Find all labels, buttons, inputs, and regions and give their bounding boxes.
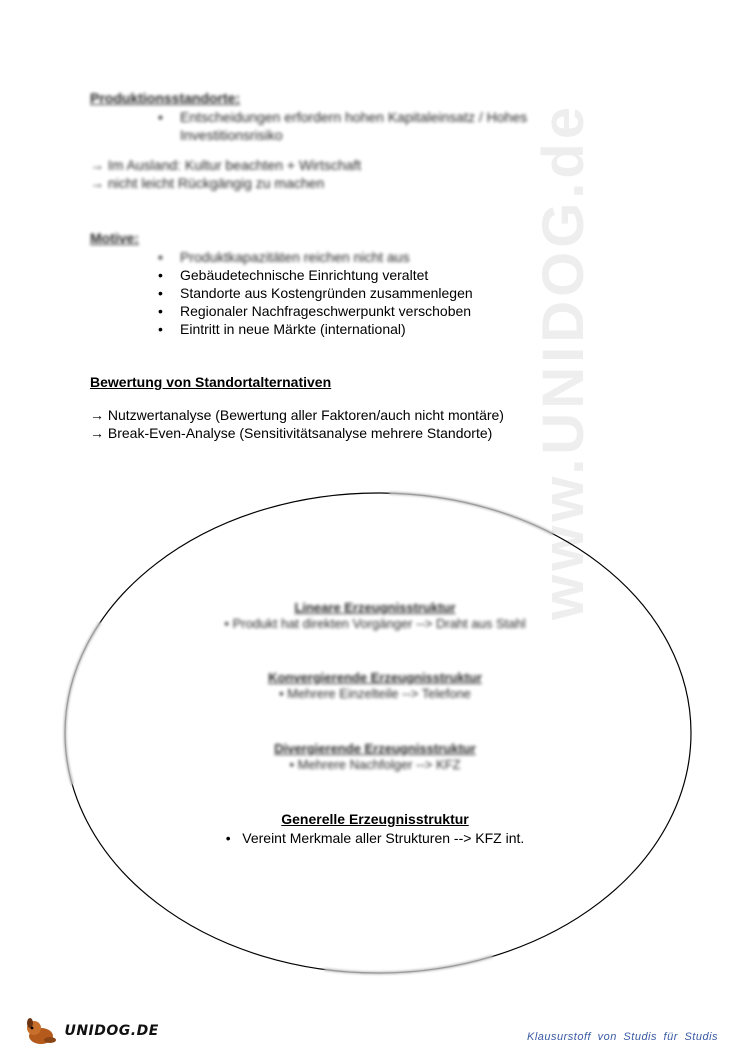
structure-title: Lineare Erzeugnisstruktur	[294, 600, 456, 615]
arrow-icon: →	[90, 175, 104, 191]
oval-item-linear	[190, 600, 560, 633]
arrow-line: → nicht leicht Rückgängig zu machen	[90, 175, 325, 191]
footer-logo	[24, 1016, 159, 1046]
structure-title: Konvergierende Erzeugnisstruktur	[268, 670, 482, 685]
list-item: • Regionaler Nachfrageschwerpunkt verschoben	[180, 302, 473, 320]
structure-title: Generelle Erzeugnisstruktur	[281, 811, 469, 827]
structure-title: Divergierende Erzeugnisstruktur	[274, 741, 476, 756]
structure-bullet: • Mehrere Einzelteile --> Telefone	[279, 686, 471, 701]
arrow-line: → Im Ausland: Kultur beachten + Wirtschaft	[90, 157, 362, 173]
arrow-icon: →	[90, 425, 104, 441]
structure-bullet: • Mehrere Nachfolger --> KFZ	[289, 757, 461, 772]
arrow-line: → Break-Even-Analyse (Sensitivitätsanalyse mehrere Standorte)	[90, 425, 493, 441]
watermark-text: www.UNIDOG.de	[531, 102, 596, 620]
list-item: • Gebäudetechnische Einrichtung veraltet	[180, 266, 473, 284]
arrow-icon: →	[90, 407, 104, 423]
arrow-line: → Nutzwertanalyse (Bewertung aller Faktoren/auch nicht montäre)	[90, 407, 504, 423]
list-item: • Standorte aus Kostengründen zusammenlegen	[180, 284, 473, 302]
structure-bullet: • Produkt hat direkten Vorgänger --> Draht aus Stahl	[224, 616, 526, 631]
list-item: • Eintritt in neue Märkte (international)	[180, 320, 473, 338]
logo-text: UNIDOG.DE	[64, 1023, 159, 1039]
oval-item-konvergierend	[190, 670, 560, 703]
structure-bullet: • Vereint Merkmale aller Strukturen --> KFZ int.	[225, 830, 525, 846]
section-title: Produktionsstandorte:	[90, 90, 241, 106]
arrow-icon: →	[90, 157, 104, 173]
list-item: • Produktkapazitäten reichen nicht aus	[180, 248, 473, 266]
oval-item-divergierend	[190, 741, 560, 774]
list-item: • Entscheidungen erfordern hohen Kapitaleinsatz / Hohes Investitionsrisiko	[180, 108, 560, 144]
section-title: Bewertung von Standortalternativen	[90, 374, 332, 390]
footer-slogan: Klausurstoff von Studis für Studis	[527, 1031, 719, 1043]
dog-logo-icon	[24, 1016, 60, 1046]
section-title: Motive:	[90, 230, 139, 246]
oval-item-generell	[188, 811, 562, 847]
